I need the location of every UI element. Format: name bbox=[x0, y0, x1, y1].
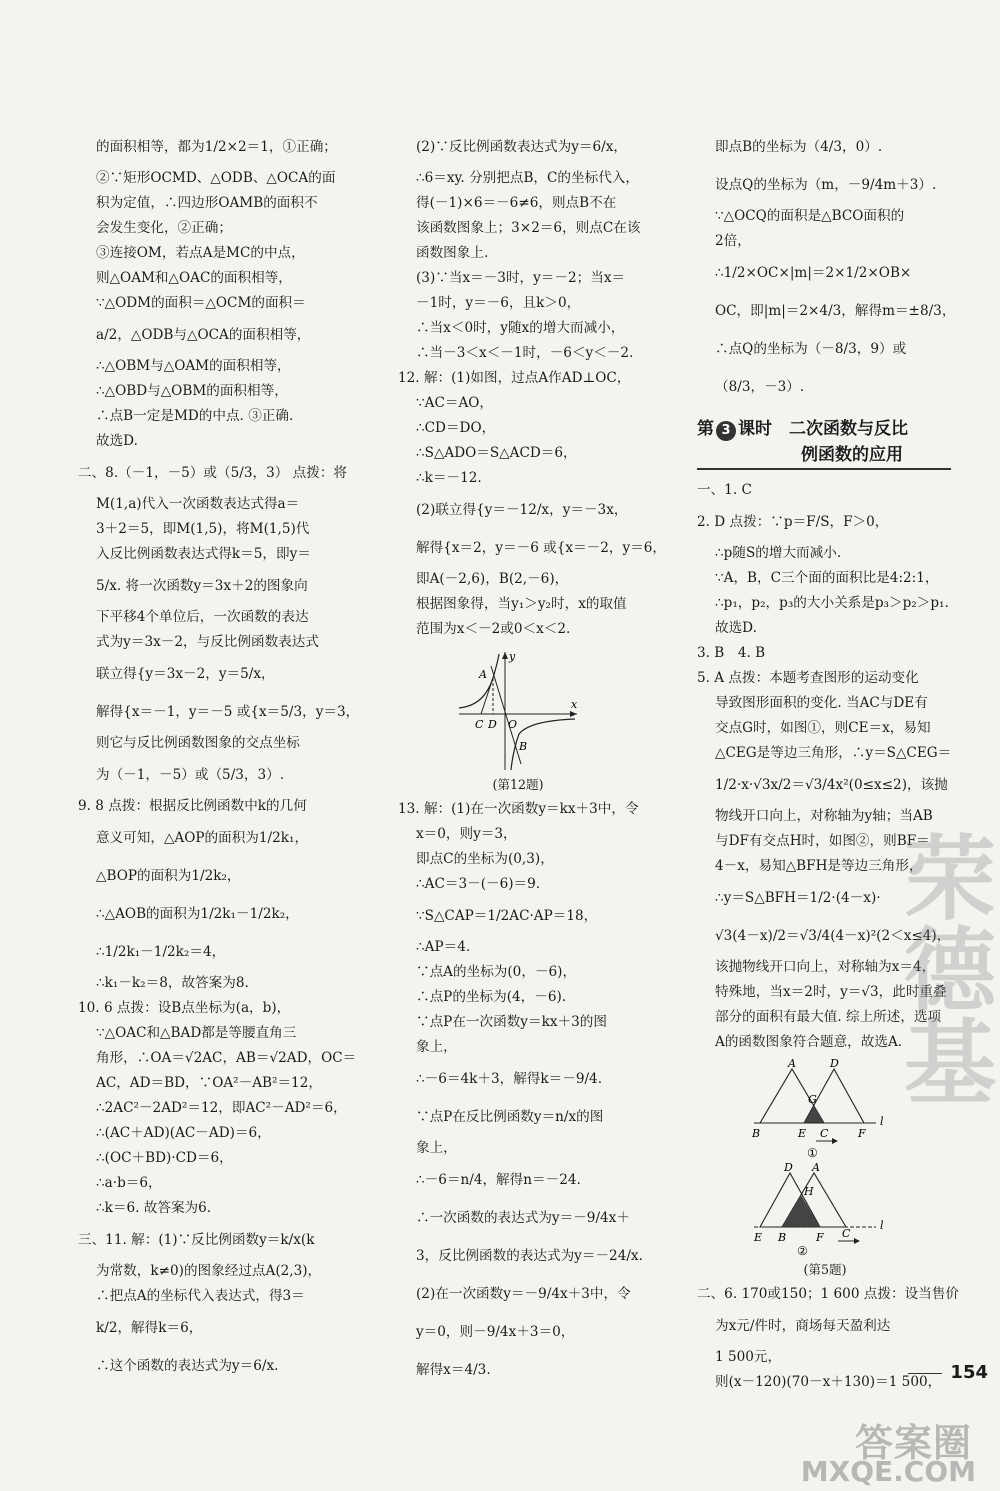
text-line: 3. B 4. B bbox=[697, 645, 766, 661]
section-title bbox=[697, 416, 953, 470]
fig5-1-label-f: F bbox=[858, 1127, 866, 1140]
column-right-part-a bbox=[697, 128, 956, 406]
fig5-1-overlap bbox=[804, 1106, 824, 1123]
fig5-2-overlap bbox=[782, 1195, 820, 1227]
text-line: OC，即|m|＝2×4/3，解得m＝±8/3， bbox=[715, 303, 956, 319]
text-line: 为（－1，－5）或（5/3，3）. bbox=[96, 767, 285, 783]
text-line: ∴p随S的增大而减小. bbox=[715, 545, 842, 561]
column-middle bbox=[398, 128, 667, 1389]
text-line: ∴当x＜0时，y随x的增大而减小， bbox=[416, 320, 625, 336]
text-line: 函数图象上. bbox=[416, 245, 489, 261]
text-line: 5/x. 将一次函数y＝3x＋2的图象向 bbox=[96, 578, 308, 594]
text-line: (3)∵当x＝－3时，y＝－2；当x＝ bbox=[416, 270, 626, 286]
text-line: ∵A，B，C三个面的面积比是4:2:1， bbox=[715, 570, 939, 586]
text-line: △BOP的面积为1/2k₂， bbox=[96, 868, 241, 884]
text-line: 物线开口向上，对称轴为y轴；当AB bbox=[715, 808, 933, 824]
text-line: 导致图形面积的变化. 当AC与DE有 bbox=[715, 695, 928, 711]
text-line: k/2，解得k＝6， bbox=[96, 1320, 203, 1336]
text-line: －1时，y＝－6，且k＞0， bbox=[416, 295, 581, 311]
text-line: 解得{x＝2，y＝－6 或{x＝－2，y＝6， bbox=[416, 540, 667, 556]
text-line: 故选D. bbox=[715, 620, 757, 636]
watermark-bottom: 答案圈 bbox=[854, 1421, 972, 1465]
fig5-2-label-d: D bbox=[784, 1161, 793, 1174]
text-line: ∴当－3＜x＜－1时，－6＜y＜－2. bbox=[416, 345, 634, 361]
fig12-y-arrow bbox=[502, 652, 508, 659]
section-title-pre: 第 bbox=[697, 419, 714, 439]
text-line: 2倍， bbox=[715, 233, 751, 249]
fig12-label-c: C bbox=[475, 718, 484, 731]
fig12-label-b: B bbox=[519, 740, 528, 753]
fig5-1-arrow-head bbox=[832, 1138, 838, 1144]
fig5-1-label-l: l bbox=[880, 1115, 884, 1128]
text-line: （8/3，－3）. bbox=[715, 379, 805, 395]
text-line: 解得x＝4/3. bbox=[416, 1362, 491, 1378]
text-line: ∴k₁－k₂＝8，故答案为8. bbox=[96, 975, 249, 991]
figure-12-caption: (第12题) bbox=[492, 777, 544, 792]
text-line: ∴点Q的坐标为（－8/3，9）或 bbox=[715, 341, 907, 357]
fig12-label-x: x bbox=[571, 698, 578, 711]
text-line: (2)在一次函数y＝－9/4x＋3中，令 bbox=[416, 1286, 631, 1302]
figure-5-caption: (第5题) bbox=[803, 1262, 847, 1277]
text-line: ∵点A的坐标为(0，－6)， bbox=[416, 964, 577, 980]
text-line: 根据图象得，当y₁＞y₂时，x的取值 bbox=[416, 596, 627, 612]
text-line: ∴－6＝4k＋3，解得k＝－9/4. bbox=[416, 1071, 603, 1087]
text-line: 则它与反比例函数图象的交点坐标 bbox=[96, 735, 300, 751]
fig12-line bbox=[491, 666, 521, 764]
text-line: ∴6＝xy. 分别把点B，C的坐标代入， bbox=[416, 170, 639, 186]
text-line: y＝0，则－9/4x＋3＝0， bbox=[416, 1324, 575, 1340]
text-line: ∴(OC＋BD)·CD＝6， bbox=[96, 1150, 233, 1166]
fig5-2-label-c: C bbox=[842, 1227, 851, 1240]
text-line: ∵点P在一次函数y＝kx＋3的图 bbox=[416, 1014, 607, 1030]
figure-12 bbox=[453, 648, 583, 772]
text-line: (2)联立得{y＝－12/x，y＝－3x， bbox=[416, 502, 628, 518]
text-line: △CEG是等边三角形，∴y＝S△CEG＝ bbox=[715, 745, 952, 761]
text-line: ∵AC＝AO， bbox=[416, 395, 494, 411]
section-title-sub: 例函数的应用 bbox=[697, 442, 951, 470]
page-number: 154 bbox=[908, 1362, 988, 1383]
fig5-2-label-h: H bbox=[804, 1185, 814, 1198]
text-line: ∴(AC＋AD)(AC－AD)＝6， bbox=[96, 1125, 271, 1141]
text-line: 该函数图象上；3×2＝6，则点C在该 bbox=[416, 220, 641, 236]
text-line: 1 500元， bbox=[715, 1349, 782, 1365]
text-line: ∵△OAC和△BAD都是等腰直角三 bbox=[96, 1025, 297, 1041]
text-line: 与DF有交点H时，如图②，则BF＝ bbox=[715, 833, 930, 849]
fig5-1-label-b: B bbox=[752, 1127, 761, 1140]
fig5-2-label-e: E bbox=[754, 1231, 763, 1244]
text-line: 联立得{y＝3x－2，y＝5/x， bbox=[96, 666, 275, 682]
text-line: 部分的面积有最大值. 综上所述，选项 bbox=[715, 1009, 942, 1025]
text-line: 即点C的坐标为(0,3)， bbox=[416, 851, 554, 867]
fig12-label-y: y bbox=[509, 650, 516, 663]
text-line: 即A(－2,6)，B(2,－6)， bbox=[416, 571, 569, 587]
text-line: 5. A 点拨：本题考查图形的运动变化 bbox=[697, 670, 919, 686]
text-line: ∴AC＝3－(－6)＝9. bbox=[416, 876, 541, 892]
text-line: ②∵矩形OCMD、△ODB、△OCA的面 bbox=[96, 170, 336, 186]
fig5-1-label-g: G bbox=[808, 1093, 817, 1106]
fig12-label-o: O bbox=[508, 718, 518, 731]
column-left bbox=[78, 128, 360, 1385]
fig5-2-label-b: B bbox=[778, 1231, 787, 1244]
text-line: ∴k＝6. 故答案为6. bbox=[96, 1200, 212, 1216]
text-line: ∴△AOB的面积为1/2k₁－1/2k₂， bbox=[96, 906, 299, 922]
text-line: 积为定值，∴四边形OAMB的面积不 bbox=[96, 195, 318, 211]
text-line: 1/2·x·√3x/2＝√3/4x²(0≤x≤2)，该抛 bbox=[715, 777, 948, 793]
text-line: 为x元/件时，商场每天盈利达 bbox=[715, 1318, 891, 1334]
text-line: A的函数图象符合题意，故选A. bbox=[715, 1034, 903, 1050]
fig12-x-arrow bbox=[570, 711, 577, 717]
text-line: x＝0，则y＝3， bbox=[416, 826, 517, 842]
text-line: √3(4－x)/2＝√3/4(4－x)²(2＜x≤4)， bbox=[715, 928, 951, 944]
text-line: 三、11. 解：(1)∵反比例函数y＝k/x(k bbox=[78, 1232, 315, 1248]
fig5-1-label-a: A bbox=[788, 1057, 796, 1070]
text-line: ∴－6＝n/4，解得n＝－24. bbox=[416, 1172, 581, 1188]
text-line: ∵△OCQ的面积是△BCO面积的 bbox=[715, 208, 905, 224]
fig5-1-label-e: E bbox=[798, 1127, 807, 1140]
text-line: ∴2AC²－2AD²＝12，即AC²－AD²＝6， bbox=[96, 1100, 347, 1116]
watermark-right: 荣德基 bbox=[889, 830, 996, 1106]
fig5-1-label-c: C bbox=[820, 1127, 829, 1140]
text-line: 一、1. C bbox=[697, 482, 752, 498]
text-line: ∴a·b＝6， bbox=[96, 1175, 162, 1191]
fig5-2-number: ② bbox=[797, 1244, 808, 1258]
text-line: 12. 解：(1)如图，过点A作AD⊥OC， bbox=[398, 370, 631, 386]
fig5-2-arrow-head bbox=[854, 1238, 860, 1244]
fig12-label-d: D bbox=[488, 718, 497, 731]
text-line: 交点G时，如图①，则CE＝x，易知 bbox=[715, 720, 931, 736]
text-line: 3，反比例函数的表达式为y＝－24/x. bbox=[416, 1248, 643, 1264]
text-line: ∴AP＝4. bbox=[416, 939, 471, 955]
figure-5 bbox=[750, 1057, 900, 1258]
text-line: 为常数，k≠0)的图象经过点A(2,3)， bbox=[96, 1263, 322, 1279]
text-line: 4－x，易知△BFH是等边三角形， bbox=[715, 858, 923, 874]
text-line: ∴y＝S△BFH＝1/2·(4－x)· bbox=[715, 890, 881, 906]
column-middle-part-a bbox=[398, 128, 667, 642]
text-line: 9. 8 点拨：根据反比例函数中k的几何 bbox=[78, 798, 307, 814]
text-line: 则△OAM和△OAC的面积相等， bbox=[96, 270, 292, 286]
text-line: 10. 6 点拨：设B点坐标为(a，b)， bbox=[78, 1000, 291, 1016]
text-line: 即点B的坐标为（4/3，0）. bbox=[715, 139, 883, 155]
text-line: M(1,a)代入一次函数表达式得a＝ bbox=[96, 496, 300, 512]
text-line: 解得{x＝－1，y＝－5 或{x＝5/3，y＝3， bbox=[96, 704, 360, 720]
text-line: 13. 解：(1)在一次函数y＝kx＋3中，令 bbox=[398, 801, 639, 817]
section-badge: 3 bbox=[716, 421, 736, 441]
text-line: 得(－1)×6＝－6≠6，则点B不在 bbox=[416, 195, 617, 211]
text-line: 角形，∴OA＝√2AC，AB＝√2AD，OC＝ bbox=[96, 1050, 357, 1066]
text-line: a/2，△ODB与△OCA的面积相等， bbox=[96, 327, 311, 343]
text-line: AC，AD＝BD，∵OA²－AB²＝12， bbox=[96, 1075, 322, 1091]
text-line: 下平移4个单位后，一次函数的表达 bbox=[96, 609, 309, 625]
section-title-main: 课时 二次函数与反比 bbox=[738, 419, 908, 439]
text-line: 范围为x＜－2或0＜x＜2. bbox=[416, 621, 571, 637]
text-line: 3＋2＝5，即M(1,5)，将M(1,5)代 bbox=[96, 521, 310, 537]
column-right bbox=[697, 128, 959, 1395]
text-line: 故选D. bbox=[96, 433, 138, 449]
text-line: ∴一次函数的表达式为y＝－9/4x＋ bbox=[416, 1210, 630, 1226]
text-line: ③连接OM，若点A是MC的中点， bbox=[96, 245, 305, 261]
text-line: ∴点B一定是MD的中点. ③正确. bbox=[96, 408, 294, 424]
text-line: ∴这个函数的表达式为y＝6/x. bbox=[96, 1358, 279, 1374]
text-line: 意义可知，△AOP的面积为1/2k₁， bbox=[96, 830, 309, 846]
text-line: 则(x－120)(70－x＋130)＝1 500， bbox=[715, 1374, 942, 1390]
text-line: 二、6. 170或150；1 600 点拨：设当售价 bbox=[697, 1286, 959, 1302]
text-line: 2. D 点拨：∵p＝F/S，F＞0， bbox=[697, 514, 889, 530]
text-line: 二、8.（－1，－5）或（5/3，3） 点拨：将 bbox=[78, 465, 348, 481]
fig5-2-label-l: l bbox=[880, 1219, 884, 1232]
text-line: (2)∵反比例函数表达式为y＝6/x， bbox=[416, 139, 627, 155]
fig5-1-number: ① bbox=[807, 1146, 818, 1160]
text-line: 象上， bbox=[416, 1140, 457, 1156]
text-line: ∵S△CAP＝1/2AC·AP＝18， bbox=[416, 908, 598, 924]
text-line: ∵点P在反比例函数y＝n/x的图 bbox=[416, 1109, 604, 1125]
text-line: ∴把点A的坐标代入表达式，得3＝ bbox=[96, 1288, 305, 1304]
text-line: ∴1/2×OC×|m|＝2×1/2×OB× bbox=[715, 265, 912, 281]
text-line: 该抛物线开口向上，对称轴为x＝4， bbox=[715, 959, 936, 975]
text-line: 会发生变化，②正确； bbox=[96, 220, 232, 236]
text-line: 象上， bbox=[416, 1039, 457, 1055]
fig5-2-label-f: F bbox=[816, 1231, 824, 1244]
text-line: ∴k＝－12. bbox=[416, 470, 482, 486]
fig5-2-label-a: A bbox=[812, 1161, 820, 1174]
fig5-1-label-d: D bbox=[830, 1057, 839, 1070]
text-line: 特殊地，当x＝2时，y＝√3，此时重叠 bbox=[715, 984, 947, 1000]
text-line: ∴CD＝DO， bbox=[416, 420, 496, 436]
text-line: ∴p₁，p₂，p₃的大小关系是p₃＞p₂＞p₁. bbox=[715, 595, 949, 611]
text-line: ∴△OBD与△OBM的面积相等， bbox=[96, 383, 288, 399]
text-line: 的面积相等，都为1/2×2＝1，①正确； bbox=[96, 139, 337, 155]
text-line: ∴1/2k₁－1/2k₂＝4， bbox=[96, 944, 226, 960]
fig12-label-a: A bbox=[479, 668, 487, 681]
text-line: ∵△ODM的面积＝△OCM的面积＝ bbox=[96, 295, 306, 311]
text-line: 设点Q的坐标为（m，－9/4m＋3）. bbox=[715, 177, 937, 193]
text-line: 入反比例函数表达式得k＝5，即y＝ bbox=[96, 546, 311, 562]
watermark-bottom-url: MXQE.COM bbox=[800, 1455, 976, 1488]
text-line: ∴点P的坐标为(4，－6). bbox=[416, 989, 567, 1005]
text-line: ∴S△ADO＝S△ACD＝6， bbox=[416, 445, 577, 461]
text-line: ∴△OBM与△OAM的面积相等， bbox=[96, 358, 291, 374]
column-middle-part-b bbox=[398, 797, 643, 1389]
text-line: 式为y＝3x－2，与反比例函数表达式 bbox=[96, 634, 319, 650]
